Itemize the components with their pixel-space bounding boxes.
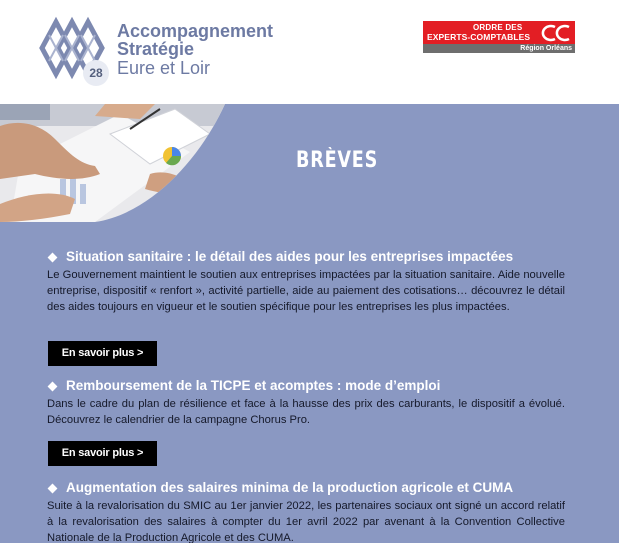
logo-line-1: Accompagnement — [117, 21, 274, 41]
read-more-button-2[interactable]: En savoir plus > — [48, 441, 157, 466]
article-1 — [47, 248, 565, 315]
section-title: BRÈVES — [296, 148, 379, 173]
read-more-button-1[interactable]: En savoir plus > — [48, 341, 157, 366]
logo-badge: 28 — [83, 60, 109, 86]
logo-text — [117, 22, 273, 78]
partner-logo-banner — [423, 21, 575, 44]
article-title-text: Augmentation des salaires minima de la production agricole et CUMA — [66, 480, 514, 495]
article-body: Dans le cadre du plan de résilience et face à la hausse des prix des carburants, le dispositif a évolué. Découvrez le calendrier de la campagne Chorus Pro. — [47, 398, 565, 426]
article-3 — [47, 479, 565, 543]
partner-logo — [423, 21, 575, 53]
article-title — [47, 479, 565, 497]
article-title-text: Remboursement de la TICPE et acomptes : mode d’emploi — [66, 378, 441, 393]
partner-logo-region: Région Orléans — [520, 45, 572, 52]
logo-line-2: Stratégie — [117, 39, 195, 59]
article-title — [47, 248, 565, 266]
header — [0, 0, 619, 104]
hero-photo-image — [0, 104, 225, 222]
partner-logo-line-1: ORDRE DES — [473, 23, 523, 32]
diamond-bullet-icon — [48, 483, 58, 493]
article-title-text: Situation sanitaire : le détail des aides pour les entreprises impactées — [66, 249, 514, 264]
article-body: Le Gouvernement maintient le soutien aux entreprises impactées par la situation sanitaire. Aide nouvelle entreprise, dispositif « renfort », activité partielle, aide au paiement des cotisations… découvrez le détail des aides toujours en vigueur et le soutien spécifique pour les entreprises les plus impactées. — [47, 269, 565, 313]
partner-logo-region-bar — [423, 44, 575, 53]
article-body: Suite à la revalorisation du SMIC au 1er janvier 2022, les partenaires sociaux ont signé un accord relatif à la revalorisation des salaires à compter du 1er avril 2022 par avenant à la Convention Collective Nationale de la Production Agricole et des CUMA. — [47, 500, 565, 543]
diamond-bullet-icon — [48, 381, 58, 391]
article-title — [47, 377, 565, 395]
partner-logo-cc-icon — [541, 23, 573, 43]
logo-line-3: Eure et Loir — [117, 58, 211, 78]
partner-logo-line-2: EXPERTS-COMPTABLES — [427, 32, 531, 42]
diamond-bullet-icon — [48, 252, 58, 262]
article-2 — [47, 377, 565, 428]
